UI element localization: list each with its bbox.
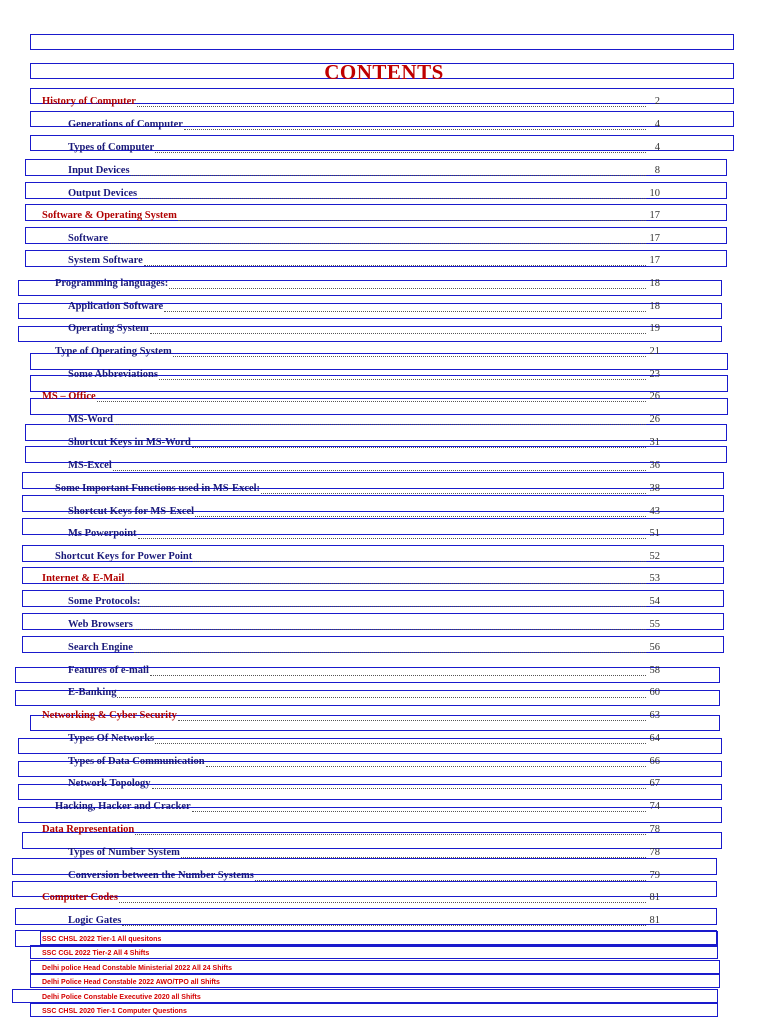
toc-entry-label: Network Topology	[68, 778, 151, 789]
toc-leader	[152, 788, 646, 789]
toc-entry-label: Software	[68, 233, 109, 244]
toc-entry[interactable]	[0, 164, 768, 178]
toc-entry-label: Shortcut Keys for Power Point	[55, 551, 193, 562]
toc-entry[interactable]	[0, 686, 768, 700]
toc-entry-page: 2	[654, 96, 660, 107]
toc-entry[interactable]	[0, 141, 768, 155]
toc-entry-label: Some Abbreviations	[68, 369, 158, 380]
toc-leader	[159, 379, 646, 380]
toc-leader	[150, 333, 646, 334]
toc-entry-label: Input Devices	[68, 165, 130, 176]
toc-entry[interactable]	[0, 368, 768, 382]
toc-entry-label: Software & Operating System	[42, 210, 177, 221]
toc-entry-page: 36	[649, 460, 660, 471]
toc-entry-page: 56	[649, 642, 660, 653]
toc-leader	[131, 175, 646, 176]
toc-entry-page: 38	[649, 483, 660, 494]
toc-entry-page: 21	[649, 346, 660, 357]
toc-entry[interactable]	[0, 187, 768, 201]
toc-leader	[181, 857, 646, 858]
toc-entry-page: 17	[649, 210, 660, 221]
toc-entry[interactable]	[0, 300, 768, 314]
toc-leader	[195, 516, 646, 517]
toc-leader	[192, 447, 646, 448]
toc-entry-page: 17	[649, 233, 660, 244]
toc-entry-label: History of Computer	[42, 96, 136, 107]
toc-entry[interactable]	[0, 914, 768, 928]
toc-entry-page: 4	[654, 142, 660, 153]
toc-entry-label: MS – Office	[42, 391, 96, 402]
question-link[interactable]: Delhi Police Head Constable 2022 AWO/TPO all Shifts	[42, 979, 220, 986]
question-link[interactable]: SSC CHSL 2020 Tier-1 Computer Questions	[42, 1008, 187, 1015]
toc-entry-label: Hacking, Hacker and Cracker	[55, 801, 191, 812]
toc-leader	[122, 925, 646, 926]
toc-entry-page: 58	[649, 665, 660, 676]
toc-entry[interactable]	[0, 505, 768, 519]
toc-entry[interactable]	[0, 459, 768, 473]
toc-leader	[155, 152, 646, 153]
toc-entry-label: E-Banking	[68, 687, 117, 698]
toc-leader	[125, 583, 646, 584]
toc-entry-label: Some Important Functions used in MS-Excel:	[55, 483, 261, 494]
question-link[interactable]: Delhi Police Constable Executive 2020 all Shifts	[42, 994, 201, 1001]
toc-entry[interactable]	[0, 709, 768, 723]
toc-entry[interactable]	[0, 664, 768, 678]
toc-entry-label: Shortcut Keys for MS-Excel	[68, 506, 195, 517]
toc-entry-label: Types of Data Communication	[68, 756, 205, 767]
toc-entry-page: 10	[649, 188, 660, 199]
toc-entry-page: 17	[649, 255, 660, 266]
toc-entry-page: 43	[649, 506, 660, 517]
toc-leader	[113, 470, 646, 471]
toc-entry-page: 4	[654, 119, 660, 130]
toc-entry-page: 63	[649, 710, 660, 721]
toc-entry-page: 55	[649, 619, 660, 630]
toc-entry-page: 18	[649, 278, 660, 289]
toc-entry-label: Some Protocols:	[68, 596, 141, 607]
question-link[interactable]: SSC CGL 2022 Tier-2 All 4 Shifts	[42, 950, 150, 957]
toc-entry-label: Programming languages:	[55, 278, 169, 289]
toc-entry-page: 23	[649, 369, 660, 380]
toc-entry-label: Types of Number System	[68, 847, 180, 858]
toc-entry-label: Generations of Computer	[68, 119, 183, 130]
toc-entry[interactable]	[0, 618, 768, 632]
toc-entry[interactable]	[0, 232, 768, 246]
toc-leader	[178, 720, 646, 721]
toc-leader	[134, 652, 646, 653]
toc-leader	[150, 675, 646, 676]
toc-entry-page: 18	[649, 301, 660, 312]
toc-entry[interactable]	[0, 572, 768, 586]
toc-entry-label: Search Engine	[68, 642, 133, 653]
toc-leader	[155, 743, 646, 744]
toc-entry-label: Logic Gates	[68, 915, 122, 926]
toc-entry[interactable]	[0, 95, 768, 109]
toc-entry-page: 78	[649, 824, 660, 835]
toc-leader	[134, 629, 646, 630]
toc-entry[interactable]	[0, 345, 768, 359]
toc-leader	[192, 811, 646, 812]
toc-leader	[144, 265, 646, 266]
toc-leader	[141, 606, 646, 607]
toc-leader	[169, 288, 646, 289]
question-link[interactable]: SSC CHSL 2022 Tier-1 All quesitons	[42, 936, 162, 943]
toc-entry[interactable]	[0, 595, 768, 609]
toc-entry[interactable]	[0, 755, 768, 769]
toc-leader	[173, 356, 646, 357]
toc-leader	[137, 106, 646, 107]
toc-entry[interactable]	[0, 641, 768, 655]
toc-entry[interactable]	[0, 390, 768, 404]
toc-entry-label: Features of e-mail	[68, 665, 149, 676]
toc-entry-page: 51	[649, 528, 660, 539]
toc-entry-label: Application Software	[68, 301, 164, 312]
toc-leader	[206, 766, 646, 767]
toc-entry[interactable]	[0, 777, 768, 791]
toc-leader	[138, 198, 646, 199]
toc-leader	[117, 697, 646, 698]
toc-entry-page: 78	[649, 847, 660, 858]
toc-leader	[184, 129, 646, 130]
toc-entry-page: 64	[649, 733, 660, 744]
toc-entry-page: 26	[649, 414, 660, 425]
toc-leader	[114, 424, 646, 425]
toc-entry-page: 8	[654, 165, 660, 176]
toc-entry-page: 74	[649, 801, 660, 812]
toc-entry-page: 54	[649, 596, 660, 607]
toc-entry[interactable]	[0, 550, 768, 564]
toc-entry-label: Types Of Networks	[68, 733, 155, 744]
toc-entry-page: 67	[649, 778, 660, 789]
toc-entry-page: 79	[649, 870, 660, 881]
link-box[interactable]	[30, 34, 734, 50]
toc-entry-label: System Software	[68, 255, 143, 266]
toc-entry[interactable]	[0, 436, 768, 450]
toc-leader	[97, 401, 646, 402]
toc-entry[interactable]	[0, 413, 768, 427]
toc-entry-label: Operating System	[68, 323, 149, 334]
toc-leader	[193, 561, 646, 562]
toc-entry-page: 81	[649, 892, 660, 903]
toc-entry-label: Web Browsers	[68, 619, 133, 630]
toc-entry[interactable]	[0, 823, 768, 837]
toc-entry-label: Data Representation	[42, 824, 135, 835]
toc-leader	[119, 902, 646, 903]
toc-entry[interactable]	[0, 209, 768, 223]
toc-leader	[109, 243, 646, 244]
toc-leader	[164, 311, 646, 312]
toc-leader	[261, 493, 646, 494]
toc-leader	[255, 880, 646, 881]
toc-entry-label: Ms Powerpoint	[68, 528, 137, 539]
toc-entry[interactable]	[0, 322, 768, 336]
toc-entry-label: MS-Word	[68, 414, 113, 425]
toc-entry-label: Output Devices	[68, 188, 138, 199]
toc-entry[interactable]	[0, 732, 768, 746]
toc-entry[interactable]	[0, 118, 768, 132]
toc-entry-page: 19	[649, 323, 660, 334]
toc-entry-page: 60	[649, 687, 660, 698]
toc-entry[interactable]	[0, 254, 768, 268]
toc-entry-page: 81	[649, 915, 660, 926]
toc-entry[interactable]	[0, 800, 768, 814]
toc-entry-page: 26	[649, 391, 660, 402]
question-link[interactable]: Delhi police Head Constable Ministerial 2022 All 24 Shifts	[42, 965, 232, 972]
toc-entry-label: Shortcut Keys in MS-Word	[68, 437, 191, 448]
toc-leader	[138, 538, 646, 539]
toc-entry-label: MS-Excel	[68, 460, 112, 471]
toc-entry[interactable]	[0, 277, 768, 291]
toc-entry[interactable]	[0, 891, 768, 905]
toc-entry-label: Types of Computer	[68, 142, 155, 153]
toc-entry[interactable]	[0, 869, 768, 883]
page-title: CONTENTS	[324, 60, 444, 84]
toc-entry-label: Computer Codes	[42, 892, 118, 903]
toc-entry-page: 31	[649, 437, 660, 448]
toc-entry-label: Conversion between the Number Systems	[68, 870, 254, 881]
toc-entry-page: 53	[649, 573, 660, 584]
toc-entry[interactable]	[0, 846, 768, 860]
toc-entry-label: Internet & E-Mail	[42, 573, 125, 584]
toc-leader	[178, 220, 646, 221]
toc-entry[interactable]	[0, 527, 768, 541]
toc-leader	[135, 834, 646, 835]
toc-entry-label: Networking & Cyber Security	[42, 710, 177, 721]
toc-entry-page: 66	[649, 756, 660, 767]
toc-entry-label: Type of Operating System	[55, 346, 172, 357]
toc-entry-page: 52	[649, 551, 660, 562]
toc-entry[interactable]	[0, 482, 768, 496]
